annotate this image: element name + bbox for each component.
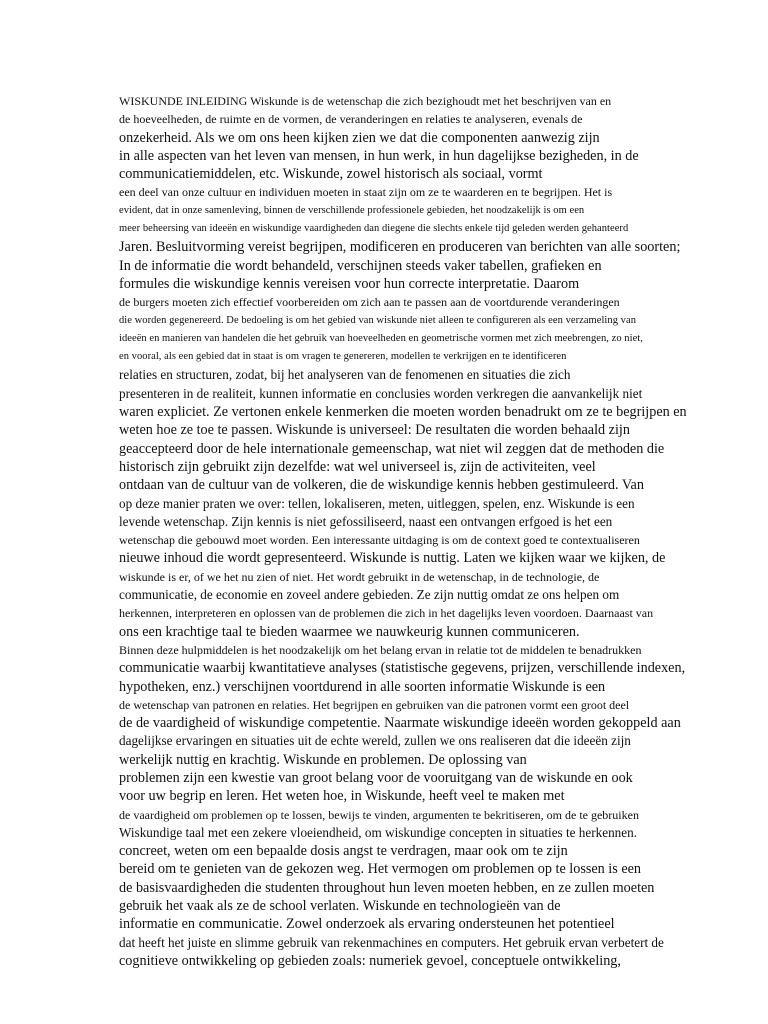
text-line: In de informatie die wordt behandeld, verschijnen steeds vaker tabellen, grafieken en [119, 257, 602, 274]
text-line: ontdaan van de cultuur van de volkeren, die de wiskundige kennis hebben gestimuleerd. Van [119, 477, 644, 494]
text-line: de burgers moeten zich effectief voorbereiden om zich aan te passen aan de voortdurende veranderingen [119, 295, 620, 310]
text-line: en vooral, als een gebied dat in staat is om vragen te genereren, modellen te verkrijgen en te identificeren [119, 351, 567, 363]
text-line: dat heeft het juiste en slimme gebruik van rekenmachines en computers. Het gebruik ervan verbetert de [119, 934, 664, 950]
text-line: de wetenschap van patronen en relaties. Het begrijpen en gebruiken van die patronen vormt een groot deel [119, 697, 630, 712]
text-line: evident, dat in onze samenleving, binnen de verschillende professionele gebieden, het noodzakelijk is om een [119, 204, 585, 216]
text-line: weten hoe ze toe te passen. Wiskunde is universeel: De resultaten die worden behaald zijn [119, 422, 630, 439]
text-line: de hoeveelheden, de ruimte en de vormen, de veranderingen en relaties te analyseren, evenals de [119, 112, 583, 127]
text-line: problemen zijn een kwestie van groot belang voor de vooruitgang van de wiskunde en ook [119, 769, 633, 786]
text-line: historisch zijn gebruikt zijn dezelfde: wat wel universeel is, zijn de activiteiten, veel [119, 458, 596, 475]
text-line: WISKUNDE INLEIDING Wiskunde is de wetenschap die zich bezighoudt met het beschrijven van en [119, 94, 612, 108]
text-line: informatie en communicatie. Zowel onderzoek als ervaring ondersteunen het potentieel [119, 916, 615, 933]
text-line: Jaren. Besluitvorming vereist begrijpen, modificeren en produceren van berichten van alle soorten; [119, 239, 681, 256]
text-line: levende wetenschap. Zijn kennis is niet gefossiliseerd, naast een ontvangen erfgoed is het een [119, 513, 613, 529]
text-line: de de vaardigheid of wiskundige competentie. Naarmate wiskundige ideeën worden gekoppeld aan [119, 715, 681, 732]
text-line: communicatie waarbij kwantitatieve analyses (statistische gegevens, prijzen, verschillende indexen, [119, 660, 686, 677]
text-line: hypotheken, enz.) verschijnen voortdurend in alle soorten informatie Wiskunde is een [119, 678, 606, 695]
text-line: gebruik het vaak als ze de school verlaten. Wiskunde en technologieën van de [119, 898, 561, 915]
text-line: formules die wiskundige kennis vereisen voor hun correcte interpretatie. Daarom [119, 275, 580, 292]
document-body [119, 92, 719, 970]
text-line: herkennen, interpreteren en oplossen van de problemen die zich in het dagelijks leven voordoen. Daarnaast van [119, 606, 654, 621]
text-line: een deel van onze cultuur en individuen moeten in staat zijn om ze te waarderen en te begrijpen. Het is [119, 185, 613, 200]
text-line: cognitieve ontwikkeling op gebieden zoals: numeriek gevoel, conceptuele ontwikkeling, [119, 952, 621, 969]
text-line: wiskunde is er, of we het nu zien of niet. Het wordt gebruikt in de wetenschap, in de technologie, de [119, 569, 600, 584]
text-line: geaccepteerd door de hele internationale gemeenschap, wat niet wil zeggen dat de methoden die [119, 440, 665, 457]
text-line: ons een krachtige taal te bieden waarmee we nauwkeurig kunnen communiceren. [119, 623, 580, 640]
text-line: in alle aspecten van het leven van mensen, in hun werk, in hun dagelijkse bezigheden, in de [119, 147, 639, 164]
text-line: presenteren in de realiteit, kunnen informatie en conclusies worden verkregen die aanvankelijk niet [119, 385, 643, 401]
text-line: waren expliciet. Ze vertonen enkele kenmerken die moeten worden benadrukt om ze te begrijpen en [119, 404, 687, 421]
text-line: meer beheersing van ideeën en wiskundige vaardigheden dan diegene die slechts enkele tijd geleden werden gehanteerd [119, 223, 629, 235]
text-line: concreet, weten om een bepaalde dosis angst te verdragen, maar ook om te zijn [119, 843, 568, 860]
text-line: relaties en structuren, zodat, bij het analyseren van de fenomenen en situaties die zich [119, 367, 571, 383]
text-line: dagelijkse ervaringen en situaties uit de echte wereld, zullen we ons realiseren dat die ideeën zijn [119, 733, 631, 749]
text-line: op deze manier praten we over: tellen, lokaliseren, meten, uitleggen, spelen, enz. Wiskunde is een [119, 495, 635, 511]
text-line: die worden gegenereerd. De bedoeling is om het gebied van wiskunde niet alleen te configureren als een verzameling van [119, 314, 636, 326]
text-line: onzekerheid. Als we om ons heen kijken zien we dat die componenten aanwezig zijn [119, 129, 600, 146]
text-line: wetenschap die gebouwd moet worden. Een interessante uitdaging is om de context goed te contextualiseren [119, 533, 640, 548]
text-line: ideeën en manieren van handelen die het gebruik van hoeveelheden en geometrische vormen met zich meebrengen, zo niet, [119, 332, 643, 344]
text-line: Wiskundige taal met een zekere vloeiendheid, om wiskundige concepten in situaties te herkennen. [119, 824, 638, 840]
text-line: communicatie, de economie en zoveel andere gebieden. Ze zijn nuttig omdat ze ons helpen om [119, 587, 620, 603]
text-line: communicatiemiddelen, etc. Wiskunde, zowel historisch als sociaal, vormt [119, 166, 543, 183]
text-line: Binnen deze hulpmiddelen is het noodzakelijk om het belang ervan in relatie tot de middelen te benadrukken [119, 642, 642, 657]
text-line: werkelijk nuttig en krachtig. Wiskunde en problemen. De oplossing van [119, 751, 527, 768]
text-line: bereid om te genieten van de gekozen weg. Het vermogen om problemen op te lossen is een [119, 861, 642, 878]
text-line: de basisvaardigheden die studenten throughout hun leven moeten hebben, en ze zullen moeten [119, 879, 655, 896]
text-line: voor uw begrip en leren. Het weten hoe, in Wiskunde, heeft veel te maken met [119, 788, 565, 805]
text-line: nieuwe inhoud die wordt gepresenteerd. Wiskunde is nuttig. Laten we kijken waar we kijken, de [119, 550, 666, 567]
text-line: de vaardigheid om problemen op te lossen, bewijs te vinden, argumenten te bekritiseren, om de te gebruiken [119, 807, 639, 822]
